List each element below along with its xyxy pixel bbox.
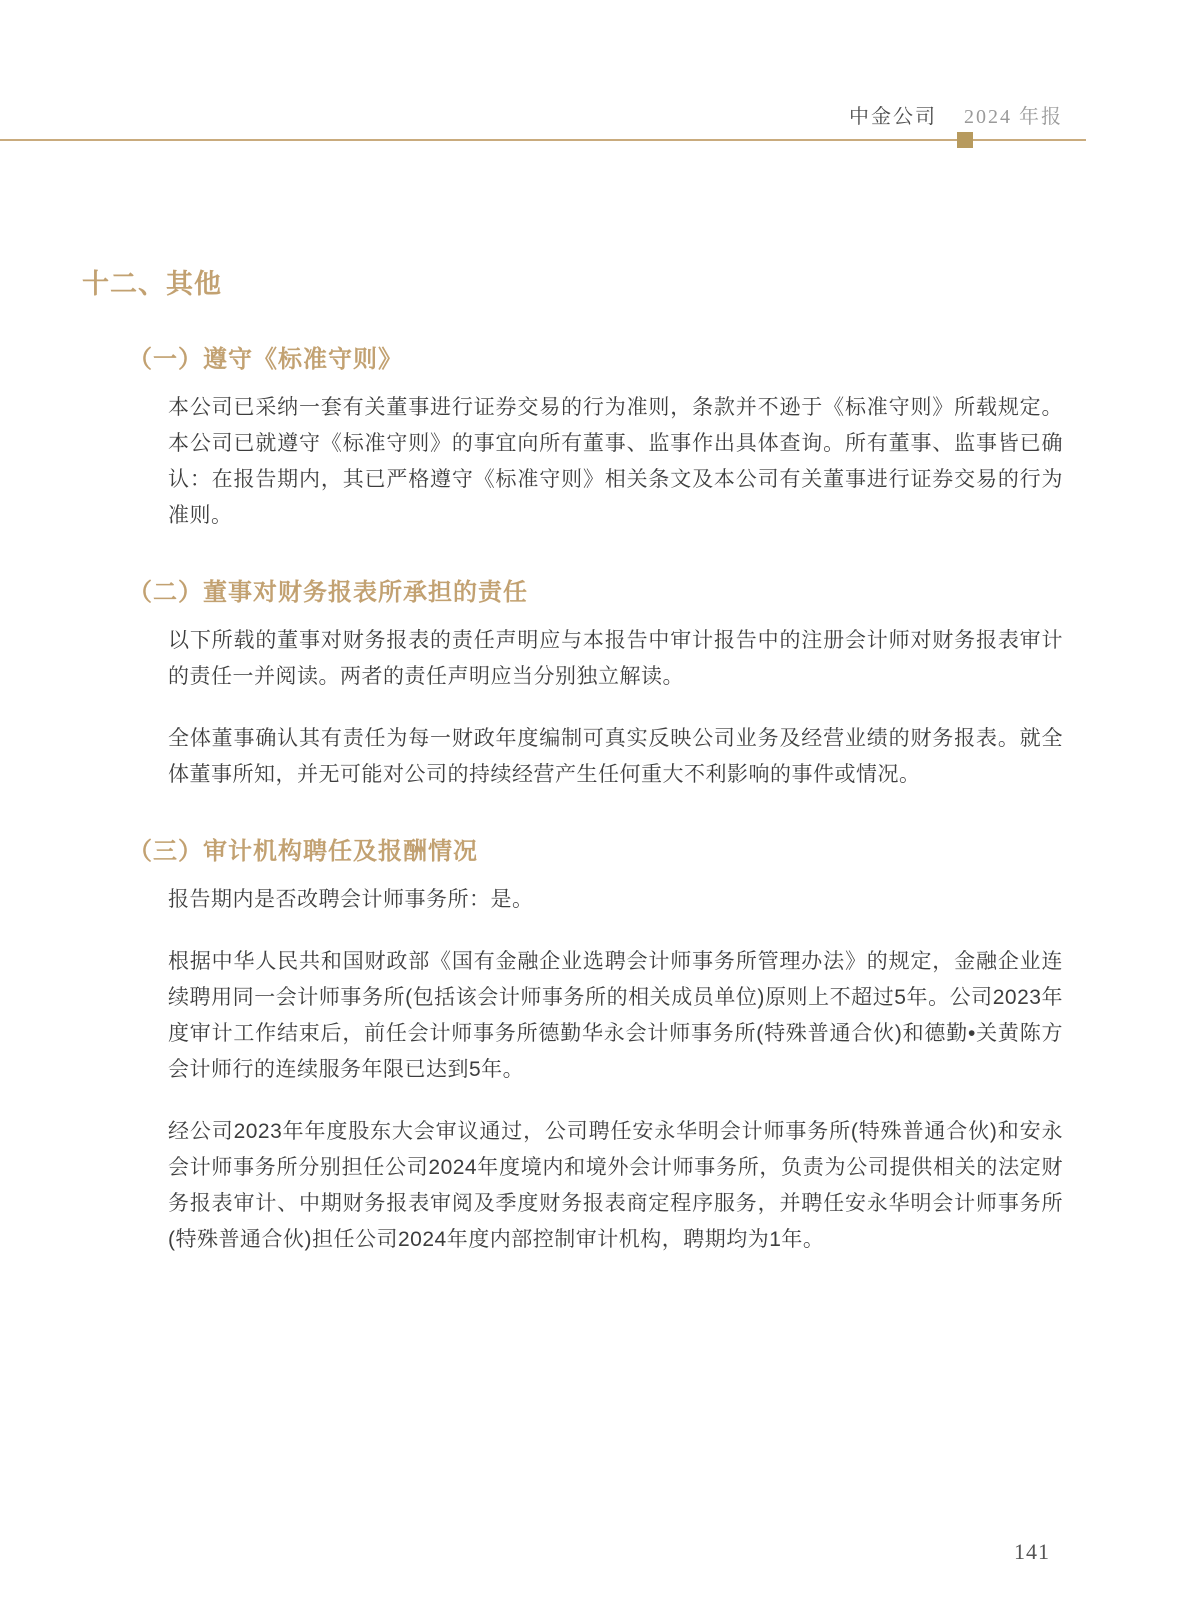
section-3-paragraph-2: 根据中华人民共和国财政部《国有金融企业选聘会计师事务所管理办法》的规定，金融企业连续聘用同一会计师事务所(包括该会计师事务所的相关成员单位)原则上不超过5年。公司2023年度审计工作结束后，前任会计师事务所德勤华永会计师事务所(特殊普通合伙)和德勤•关黄陈方会计师行的连续服务年限已达到5年。: [168, 950, 1063, 1081]
section-3-paragraph-1: 报告期内是否改聘会计师事务所：是。: [168, 888, 534, 911]
header-rule-square-icon: [957, 132, 973, 148]
section-2-heading: （二）董事对财务报表所承担的责任: [128, 579, 528, 606]
section-2-paragraph-2: 全体董事确认其有责任为每一财政年度编制可真实反映公司业务及经营业绩的财务报表。就全体董事所知，并无可能对公司的持续经营产生任何重大不利影响的事件或情况。: [168, 727, 1063, 786]
section-1-paragraph-1: 本公司已采纳一套有关董事进行证券交易的行为准则，条款并不逊于《标准守则》所载规定。本公司已就遵守《标准守则》的事宜向所有董事、监事作出具体查询。所有董事、监事皆已确认：在报告期内，其已严格遵守《标准守则》相关条文及本公司有关董事进行证券交易的行为准则。: [168, 396, 1063, 527]
page-number: 141: [1014, 1539, 1050, 1564]
section-1-heading: （一）遵守《标准守则》: [128, 346, 403, 373]
section-3-paragraph-3: 经公司2023年年度股东大会审议通过，公司聘任安永华明会计师事务所(特殊普通合伙)和安永会计师事务所分别担任公司2024年度境内和境外会计师事务所，负责为公司提供相关的法定财务报表审计、中期财务报表审阅及季度财务报表商定程序服务，并聘任安永华明会计师事务所(特殊普通合伙)担任公司2024年度内部控制审计机构，聘期均为1年。: [168, 1120, 1063, 1251]
section-directors-responsibility: [82, 572, 1063, 793]
section-2-paragraph-1: 以下所载的董事对财务报表的责任声明应与本报告中审计报告中的注册会计师对财务报表审计的责任一并阅读。两者的责任声明应当分别独立解读。: [168, 629, 1063, 688]
chapter-title: 十二、其他: [82, 269, 222, 299]
section-compliance-standard-code: [82, 339, 1063, 534]
section-3-heading: （三）审计机构聘任及报酬情况: [128, 838, 478, 865]
header-rule: [0, 139, 1086, 141]
header-edition: 2024 年报: [964, 106, 1063, 128]
header-brand: 中金公司: [849, 106, 937, 128]
header-text: [849, 100, 1063, 129]
document-body: [82, 262, 1063, 1284]
section-auditor-appointment: [82, 831, 1063, 1258]
